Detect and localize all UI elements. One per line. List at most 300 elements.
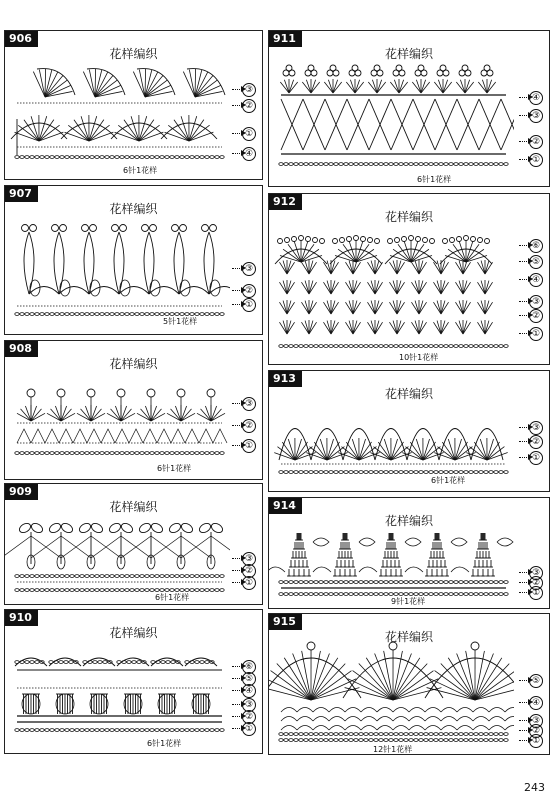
chart-stroke [374, 65, 380, 71]
chart-stroke [145, 575, 149, 578]
row-marker: ② [519, 309, 543, 323]
chart-stroke [20, 156, 24, 159]
chart-stroke [354, 163, 358, 166]
chart-stroke [35, 575, 39, 578]
chart-stroke [389, 322, 397, 334]
chart-stroke [323, 322, 331, 334]
chart-stroke [353, 301, 357, 314]
chart-stroke [479, 733, 483, 736]
pattern-panel-907 [4, 185, 263, 335]
chart-stroke [114, 232, 119, 294]
chart-stroke [65, 452, 69, 455]
chart-stroke [125, 575, 129, 578]
chart-stroke [215, 452, 219, 455]
chart-stroke [353, 281, 357, 294]
chart-stroke [289, 82, 298, 93]
chart-stroke [195, 452, 199, 455]
chart-stroke [30, 661, 34, 664]
chart-stroke [411, 241, 418, 262]
chart-stroke [60, 729, 64, 732]
pattern-number: 909 [5, 484, 38, 500]
chart-stroke [404, 593, 408, 596]
chart-stroke [288, 439, 295, 460]
chart-stroke [145, 589, 149, 592]
chart-stroke [165, 729, 169, 732]
chart-stroke [309, 281, 313, 294]
chart-stroke [349, 593, 353, 596]
chart-stroke [90, 589, 94, 592]
chart-stroke [463, 321, 467, 334]
chart-stroke [149, 232, 154, 294]
row-marker: ② [232, 564, 256, 578]
chart-stroke [39, 70, 45, 97]
chart-stroke [20, 575, 24, 578]
chart-stroke [309, 581, 313, 584]
chart-stroke [189, 70, 195, 97]
chart-stroke [150, 522, 164, 535]
row-marker: ② [232, 419, 256, 433]
chart-stroke [425, 708, 441, 713]
chart-stroke [175, 575, 179, 578]
chart-stroke [181, 409, 191, 421]
chart-stroke [131, 116, 139, 141]
chart-stroke [449, 471, 453, 474]
chart-stroke [402, 237, 407, 242]
chart-stroke [393, 301, 397, 314]
chart-stroke [215, 575, 219, 578]
chart-stroke [471, 237, 476, 242]
chart-stroke [215, 589, 219, 592]
chart-stroke [130, 729, 134, 732]
chart-stroke [45, 729, 49, 732]
chart-stroke [399, 581, 403, 584]
chart-stroke [15, 729, 19, 732]
chart-stroke [29, 287, 59, 295]
chart-stroke [338, 453, 359, 460]
pattern-title: 花样编织 [384, 47, 433, 61]
chart-stroke [305, 281, 309, 294]
chart-stroke [289, 733, 293, 736]
chart-stroke [354, 471, 358, 474]
chart-stroke [40, 452, 44, 455]
chart-stroke [331, 301, 335, 314]
chart-stroke [485, 302, 493, 314]
chart-stroke [210, 522, 224, 535]
chart-stroke [274, 453, 295, 460]
chart-stroke [349, 733, 353, 736]
chart-stroke [394, 593, 398, 596]
pattern-number: 914 [269, 498, 302, 514]
chart-stroke [189, 132, 213, 141]
chart-stroke [459, 581, 463, 584]
chart-stroke [40, 313, 44, 316]
chart-stroke [354, 236, 359, 241]
row-marker: ⑤ [519, 674, 543, 688]
chart-stroke [166, 661, 170, 664]
chart-stroke [98, 661, 102, 664]
chart-stroke [394, 739, 398, 742]
chart-stroke [87, 389, 95, 397]
chart-stroke [334, 163, 338, 166]
chart-stroke [485, 321, 489, 334]
chart-stroke [213, 429, 227, 443]
chart-stroke [31, 429, 45, 443]
chart-stroke [48, 522, 62, 535]
chart-stroke [409, 726, 425, 731]
chart-stroke [349, 581, 353, 584]
chart-stroke [464, 163, 468, 166]
chart-stroke [395, 238, 400, 243]
chart-stroke [284, 345, 288, 348]
chart-stroke [441, 302, 449, 314]
chart-stroke [287, 261, 291, 274]
chart-stroke [347, 237, 352, 242]
chart-stroke [389, 471, 393, 474]
chart-stroke [331, 282, 339, 294]
chart-stroke [82, 225, 89, 232]
chart-stroke [439, 581, 443, 584]
chart-stroke [391, 447, 408, 460]
chart-stroke [345, 708, 361, 713]
chart-stroke [402, 453, 423, 460]
chart-stroke [145, 313, 149, 316]
chart-stroke [463, 322, 471, 334]
chart-stroke [305, 261, 309, 274]
chart-stroke [437, 261, 441, 274]
chart-stroke [110, 452, 114, 455]
chart-stroke [319, 739, 323, 742]
chart-stroke [394, 581, 398, 584]
chart-stroke [277, 447, 295, 460]
chart-stroke [70, 575, 74, 578]
chart-stroke [180, 589, 184, 592]
chart-stroke [463, 301, 467, 314]
chart-stroke [479, 345, 483, 348]
chart-stroke [287, 281, 291, 294]
chart-stroke [313, 538, 329, 546]
chart-stroke [457, 708, 473, 713]
chart-stroke [419, 321, 423, 334]
row-marker: ② [519, 576, 543, 590]
chart-stroke [220, 156, 224, 159]
chart-stroke [364, 581, 368, 584]
chart-stroke [350, 80, 355, 93]
pattern-panel-908 [4, 340, 263, 480]
chart-stroke [319, 345, 323, 348]
chart-stroke [324, 345, 328, 348]
chart-stroke [25, 575, 29, 578]
chart-stroke [65, 575, 69, 578]
chart-stroke [120, 522, 134, 535]
chart-stroke [359, 163, 363, 166]
chart-stroke [384, 345, 388, 348]
chart-stroke [424, 345, 428, 348]
chart-stroke [393, 708, 409, 713]
chart-stroke [433, 282, 441, 294]
chart-stroke [200, 575, 204, 578]
chart-stroke [327, 281, 331, 294]
chart-stroke [359, 447, 376, 460]
chart-stroke [369, 733, 373, 736]
chart-stroke [429, 739, 433, 742]
chart-stroke [205, 313, 209, 316]
repeat-label: 6针1花样 [431, 476, 466, 485]
chart-stroke [190, 156, 194, 159]
chart-stroke [309, 593, 313, 596]
pattern-number: 913 [269, 371, 302, 387]
chart-stroke [305, 321, 309, 334]
chart-stroke [457, 717, 473, 722]
chart-stroke [309, 321, 313, 334]
chart-stroke [456, 82, 465, 93]
chart-stroke [301, 255, 322, 262]
chart-stroke [31, 116, 39, 141]
chart-stroke [165, 452, 169, 455]
chart-stroke [377, 708, 393, 713]
chart-stroke [334, 593, 338, 596]
chart-stroke [353, 261, 357, 274]
chart-stroke [311, 80, 316, 93]
chart-stroke [29, 232, 34, 294]
chart-stroke [314, 345, 318, 348]
chart-stroke [289, 471, 293, 474]
chart-stroke [139, 70, 145, 97]
chart-stroke [309, 262, 317, 274]
chart-stroke [438, 80, 443, 93]
chart-stroke [324, 733, 328, 736]
chart-stroke [117, 389, 125, 397]
chart-stroke [108, 522, 122, 535]
chart-stroke [183, 72, 195, 97]
chart-stroke [324, 739, 328, 742]
chart-stroke [210, 729, 214, 732]
chart-stroke [185, 429, 199, 443]
chart-stroke [189, 125, 210, 141]
chart-stroke [195, 156, 199, 159]
chart-stroke [433, 302, 441, 314]
row-marker: ④ [232, 147, 256, 161]
chart-stroke [329, 345, 333, 348]
chart-stroke [393, 664, 427, 700]
chart-stroke [353, 262, 361, 274]
chart-stroke [210, 575, 214, 578]
chart-stroke [477, 322, 485, 334]
chart-stroke [374, 345, 378, 348]
row-markers [519, 566, 543, 600]
chart-stroke [39, 132, 63, 141]
chart-stroke [464, 471, 468, 474]
pattern-title: 花样编织 [109, 500, 158, 514]
chart-stroke [279, 282, 287, 294]
chart-stroke [393, 726, 409, 731]
chart-stroke [45, 156, 49, 159]
chart-stroke [454, 733, 458, 736]
chart-stroke [397, 262, 405, 274]
chart-stroke [384, 593, 388, 596]
chart-stroke [443, 82, 452, 93]
chart-stroke [405, 538, 421, 546]
chart-stroke [18, 125, 39, 141]
chart-stroke [505, 708, 514, 713]
chart-stroke [105, 729, 109, 732]
chart-stroke [421, 80, 426, 93]
chart-stroke [329, 593, 333, 596]
chart-stroke [179, 232, 184, 294]
chart-stroke [279, 739, 283, 742]
chart-stroke [280, 82, 289, 93]
chart-stroke [484, 345, 488, 348]
chart-stroke [314, 163, 318, 166]
chart-stroke [369, 471, 373, 474]
chart-stroke [181, 116, 189, 141]
chart-stroke [198, 522, 212, 535]
chart-stroke [499, 593, 503, 596]
row-markers [519, 674, 543, 744]
chart-stroke [100, 575, 104, 578]
chart-stroke [394, 345, 398, 348]
chart-stroke [494, 471, 498, 474]
chart-stroke [168, 522, 182, 535]
chart-stroke [504, 593, 508, 596]
row-markers [232, 262, 256, 312]
chart-stroke [125, 156, 129, 159]
chart-stroke [15, 313, 19, 316]
chart-stroke [459, 739, 463, 742]
chart-stroke [100, 452, 104, 455]
row-markers [232, 397, 256, 457]
chart-stroke [200, 452, 204, 455]
chart-stroke [311, 664, 345, 700]
chart-stroke [279, 302, 287, 314]
chart-stroke [45, 452, 49, 455]
chart-stroke [481, 321, 485, 334]
chart-stroke [305, 301, 309, 314]
chart-stroke [100, 313, 104, 316]
chart-stroke [448, 439, 455, 460]
chart-stroke [306, 80, 311, 93]
chart-stroke [364, 593, 368, 596]
chart-stroke [165, 575, 169, 578]
chart-stroke [294, 739, 298, 742]
chart-stroke [409, 708, 425, 713]
chart-stroke [299, 739, 303, 742]
chart-stroke [441, 726, 457, 731]
row-marker: ① [232, 576, 256, 590]
chart-stroke [442, 442, 455, 460]
chart-stroke [368, 82, 377, 93]
chart-stroke [299, 345, 303, 348]
chart-stroke [349, 261, 353, 274]
chart-stroke [369, 581, 373, 584]
chart-stroke [485, 301, 489, 314]
row-markers [232, 552, 256, 592]
chart-stroke [375, 321, 379, 334]
chart-stroke [505, 726, 514, 731]
chart-stroke [329, 163, 333, 166]
chart-stroke [439, 733, 443, 736]
chart-stroke [419, 302, 427, 314]
chart-stroke [306, 237, 311, 242]
chart-stroke [374, 163, 378, 166]
chart-stroke [180, 225, 187, 232]
chart-stroke [464, 739, 468, 742]
chart-stroke [289, 163, 293, 166]
chart-stroke [50, 729, 54, 732]
row-markers [519, 239, 543, 339]
row-marker: ① [232, 298, 256, 312]
chart-stroke [220, 452, 224, 455]
chart-stroke [444, 345, 448, 348]
crochet-chart [269, 638, 514, 748]
chart-stroke [419, 262, 427, 274]
chart-stroke [474, 442, 487, 460]
chart-stroke [344, 593, 348, 596]
chart-stroke [50, 452, 54, 455]
chart-stroke [283, 321, 287, 334]
pattern-title: 花样编织 [109, 626, 158, 640]
repeat-label: 6针1花样 [123, 166, 158, 175]
chart-stroke [85, 575, 89, 578]
chart-stroke [103, 661, 107, 664]
chart-stroke [60, 225, 67, 232]
chart-stroke [30, 575, 34, 578]
chart-stroke [135, 313, 139, 316]
chart-stroke [389, 642, 397, 650]
chart-stroke [444, 739, 448, 742]
chart-stroke [344, 581, 348, 584]
chart-stroke [180, 729, 184, 732]
chart-stroke [55, 729, 59, 732]
chart-stroke [434, 581, 438, 584]
chart-stroke [399, 593, 403, 596]
chart-stroke [379, 471, 383, 474]
row-marker: ② [519, 724, 543, 738]
chart-stroke [451, 538, 467, 546]
chart-stroke [484, 733, 488, 736]
chart-stroke [441, 664, 475, 700]
chart-stroke [320, 439, 327, 460]
chart-stroke [30, 452, 34, 455]
chart-stroke [90, 225, 97, 232]
chart-stroke [374, 471, 378, 474]
chart-stroke [60, 452, 64, 455]
chart-stroke [419, 261, 423, 274]
chart-stroke [100, 729, 104, 732]
chart-stroke [489, 581, 493, 584]
chart-stroke [489, 733, 493, 736]
chart-stroke [409, 345, 413, 348]
chart-stroke [459, 345, 463, 348]
chart-stroke [497, 538, 513, 546]
chart-stroke [39, 116, 47, 141]
chart-stroke [180, 313, 184, 316]
chart-stroke [354, 733, 358, 736]
chart-stroke [369, 739, 373, 742]
chart-stroke [204, 232, 209, 294]
chart-stroke [441, 322, 449, 334]
crochet-chart [269, 397, 514, 482]
chart-stroke [399, 471, 403, 474]
chart-stroke [287, 262, 295, 274]
chart-stroke [463, 302, 471, 314]
chart-stroke [359, 581, 363, 584]
chart-stroke [35, 661, 39, 664]
chart-stroke [499, 739, 503, 742]
chart-stroke [40, 575, 44, 578]
chart-stroke [323, 302, 331, 314]
chart-stroke [70, 729, 74, 732]
crochet-chart [5, 369, 230, 469]
